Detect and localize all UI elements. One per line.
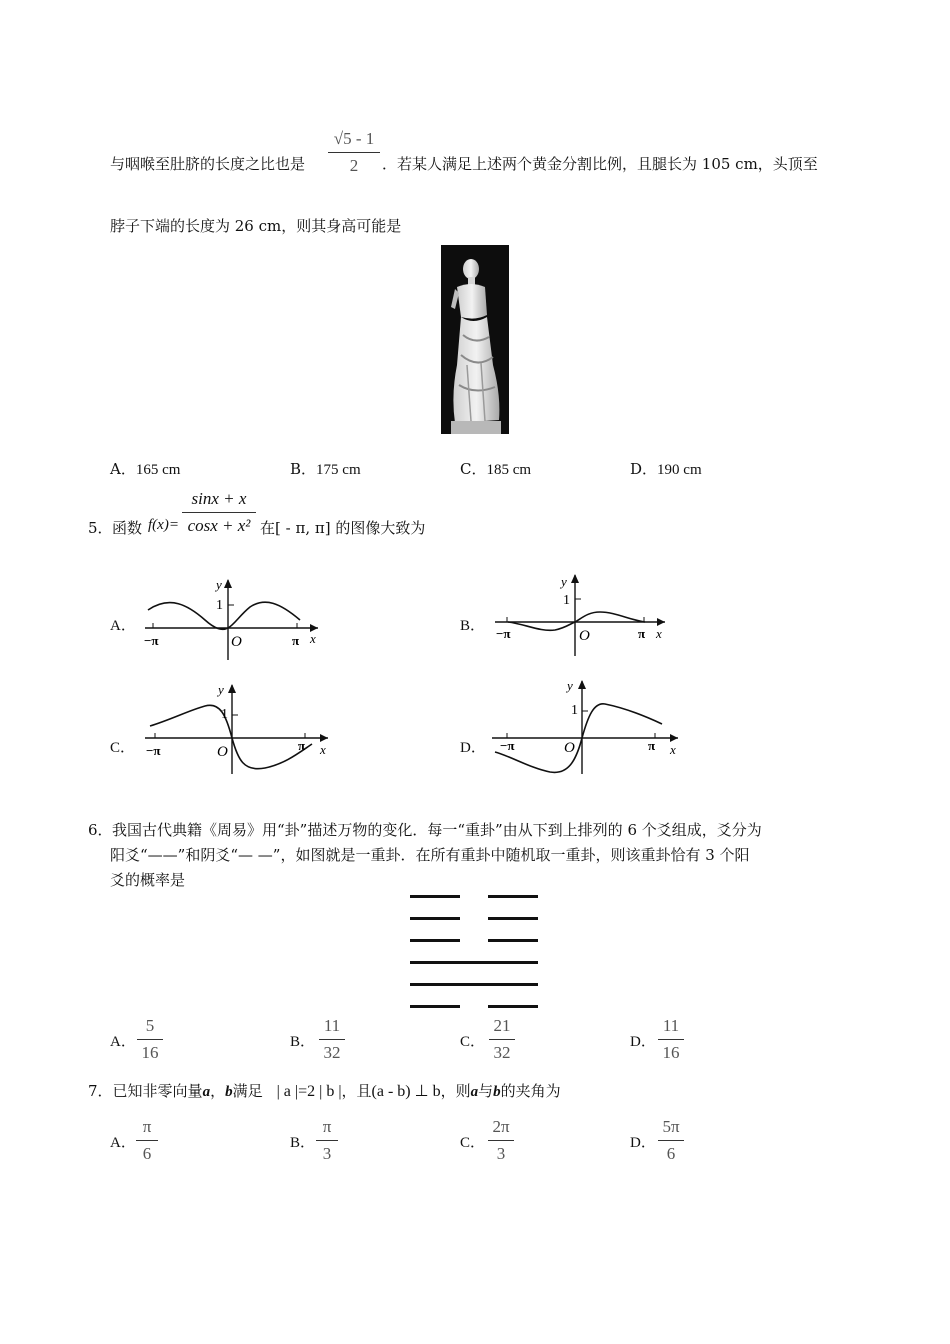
q4-option-b[interactable] <box>290 458 361 479</box>
q6-line2: 阳爻“——”和阴爻“— —”，如图就是一重卦．在所有重卦中随机取一重卦，则该重卦恰有 3 个阳 <box>110 846 750 864</box>
yin-line-segment <box>488 917 538 920</box>
tick-pi: π <box>298 738 306 753</box>
hexagram-figure <box>410 890 540 1010</box>
q5-post: 在[ - π, π] 的图像大致为 <box>260 519 426 537</box>
q5-function-fraction <box>182 488 256 537</box>
q6-number: 6． <box>88 821 113 839</box>
yin-line-segment <box>410 939 460 942</box>
q6-option-c-fraction[interactable] <box>489 1015 515 1064</box>
fraction-numerator: sinx + x <box>191 489 247 508</box>
q4-option-d[interactable] <box>630 458 702 479</box>
statue-icon <box>441 245 509 434</box>
q7-mid3: ，则 <box>440 1082 471 1100</box>
q7-pre: 已知非零向量 <box>112 1082 203 1100</box>
q6-option-c-label[interactable]: C． <box>460 1034 486 1050</box>
tick-neg-pi: −π <box>144 633 159 648</box>
fraction-denominator: 32 <box>323 1043 341 1062</box>
q7-condition-1: | a |=2 | b | <box>276 1083 342 1100</box>
q7-option-d-fraction[interactable] <box>658 1116 684 1165</box>
q4-line1-pre: 与咽喉至肚脐的长度之比也是 <box>110 155 306 173</box>
yang-line <box>410 961 538 964</box>
origin-label: O <box>579 628 590 644</box>
fraction-numerator: 21 <box>493 1016 511 1035</box>
yang-line <box>410 983 538 986</box>
option-text: 175 cm <box>316 462 361 478</box>
q7-option-c-label[interactable]: C． <box>460 1135 486 1151</box>
q7-condition-2: (a - b) ⊥ b <box>371 1083 441 1100</box>
q6-line1: 我国古代典籍《周易》用“卦”描述万物的变化．每一“重卦”由从下到上排列的 6 个爻组成，爻分为 <box>112 821 762 839</box>
q5-pre: 函数 <box>112 519 143 537</box>
yin-line-segment <box>488 939 538 942</box>
tick-one: 1 <box>221 707 228 722</box>
q6-option-a-label[interactable]: A． <box>110 1034 136 1050</box>
fraction-numerator: 11 <box>662 1016 680 1035</box>
origin-label: O <box>231 634 242 650</box>
q7-mid2: ，且 <box>341 1082 372 1100</box>
q7-comma: ， <box>210 1082 226 1100</box>
tick-pi: π <box>638 626 646 641</box>
q7-and: 与 <box>478 1082 494 1100</box>
q4-option-c[interactable] <box>460 458 531 479</box>
q7-option-b-label[interactable]: B． <box>290 1135 316 1151</box>
fraction-numerator: π <box>322 1117 332 1136</box>
vector-a: a <box>202 1084 211 1100</box>
q6-option-b-fraction[interactable] <box>319 1015 345 1064</box>
fraction-denominator: 3 <box>496 1144 506 1163</box>
tick-neg-pi: −π <box>500 738 515 753</box>
fraction-numerator: 5π <box>662 1117 680 1136</box>
q5-graph-a[interactable] <box>140 575 330 665</box>
axis-label-y: y <box>561 574 567 589</box>
q5-graph-b[interactable] <box>490 570 680 660</box>
q6-option-d-fraction[interactable] <box>658 1015 684 1064</box>
vector-b-2: b <box>493 1084 501 1100</box>
q4-golden-ratio-fraction <box>328 128 380 177</box>
axis-label-y: y <box>567 678 573 693</box>
q7-option-a-label[interactable]: A． <box>110 1135 136 1151</box>
tick-one: 1 <box>216 598 223 613</box>
yin-line-segment <box>410 917 460 920</box>
fraction-denominator: 16 <box>141 1043 159 1062</box>
axis-label-x: x <box>320 742 326 757</box>
q7-stem <box>88 1080 561 1101</box>
fraction-denominator: 2 <box>349 156 359 175</box>
q7-option-d-label[interactable]: D． <box>630 1135 656 1151</box>
q5-graph-d[interactable] <box>490 676 685 776</box>
vector-b: b <box>225 1084 233 1100</box>
q7-mid: 满足 <box>232 1082 263 1100</box>
fraction-numerator: 2π <box>492 1117 510 1136</box>
tick-neg-pi: −π <box>496 626 511 641</box>
q7-post: 的夹角为 <box>500 1082 561 1100</box>
fraction-denominator: 6 <box>666 1144 676 1163</box>
q5-option-a-label[interactable]: A． <box>110 618 136 634</box>
fraction-numerator: 5 <box>145 1016 155 1035</box>
axis-label-x: x <box>310 631 316 646</box>
q5-function-name: f(x)= <box>148 517 179 533</box>
yin-line-segment <box>410 895 460 898</box>
q4-option-a[interactable] <box>110 458 180 479</box>
vector-a-2: a <box>470 1084 479 1100</box>
q6-option-a-fraction[interactable] <box>137 1015 163 1064</box>
q5-option-b-label[interactable]: B． <box>460 618 486 634</box>
q7-option-c-fraction[interactable] <box>488 1116 514 1165</box>
fraction-denominator: 6 <box>142 1144 152 1163</box>
fraction-denominator: 3 <box>322 1144 332 1163</box>
axis-label-x: x <box>656 626 662 641</box>
axis-label-y: y <box>218 682 224 697</box>
q5-option-c-label[interactable]: C． <box>110 740 136 756</box>
fraction-denominator: 32 <box>493 1043 511 1062</box>
tick-pi: π <box>648 738 656 753</box>
axis-label-x: x <box>670 742 676 757</box>
fraction-numerator: √5 - 1 <box>333 129 375 148</box>
q4-line2: 脖子下端的长度为 26 cm，则其身高可能是 <box>110 217 402 235</box>
fraction-numerator: 11 <box>323 1016 341 1035</box>
option-label: C． <box>460 460 487 478</box>
tick-one: 1 <box>571 703 578 718</box>
origin-label: O <box>217 744 228 760</box>
option-text: 185 cm <box>486 462 532 478</box>
venus-statue-image <box>441 245 509 434</box>
yin-line-segment <box>410 1005 460 1008</box>
q5-option-d-label[interactable]: D． <box>460 740 486 756</box>
tick-one: 1 <box>563 593 570 608</box>
option-label: A． <box>110 460 136 478</box>
q7-option-a-fraction[interactable] <box>136 1116 158 1165</box>
axis-label-y: y <box>216 577 222 592</box>
option-text: 190 cm <box>657 462 702 478</box>
tick-pi: π <box>292 633 300 648</box>
yin-line-segment <box>488 1005 538 1008</box>
q6-option-b-label[interactable]: B． <box>290 1034 316 1050</box>
fraction-denominator: cosx + x² <box>187 516 251 535</box>
tick-neg-pi: −π <box>146 743 161 758</box>
option-text: 165 cm <box>135 462 181 478</box>
fraction-denominator: 16 <box>662 1043 680 1062</box>
origin-label: O <box>564 740 575 756</box>
fraction-numerator: π <box>142 1117 152 1136</box>
q7-number: 7． <box>88 1082 113 1100</box>
q4-line1-post: ．若某人满足上述两个黄金分割比例，且腿长为 105 cm，头顶至 <box>382 155 818 173</box>
q6-line3: 爻的概率是 <box>110 871 186 889</box>
option-label: D． <box>630 460 658 478</box>
option-label: B． <box>290 460 317 478</box>
q5-graph-c[interactable] <box>140 680 335 780</box>
q6-option-d-label[interactable]: D． <box>630 1034 656 1050</box>
q5-number: 5． <box>88 519 113 537</box>
q7-option-b-fraction[interactable] <box>316 1116 338 1165</box>
yin-line-segment <box>488 895 538 898</box>
